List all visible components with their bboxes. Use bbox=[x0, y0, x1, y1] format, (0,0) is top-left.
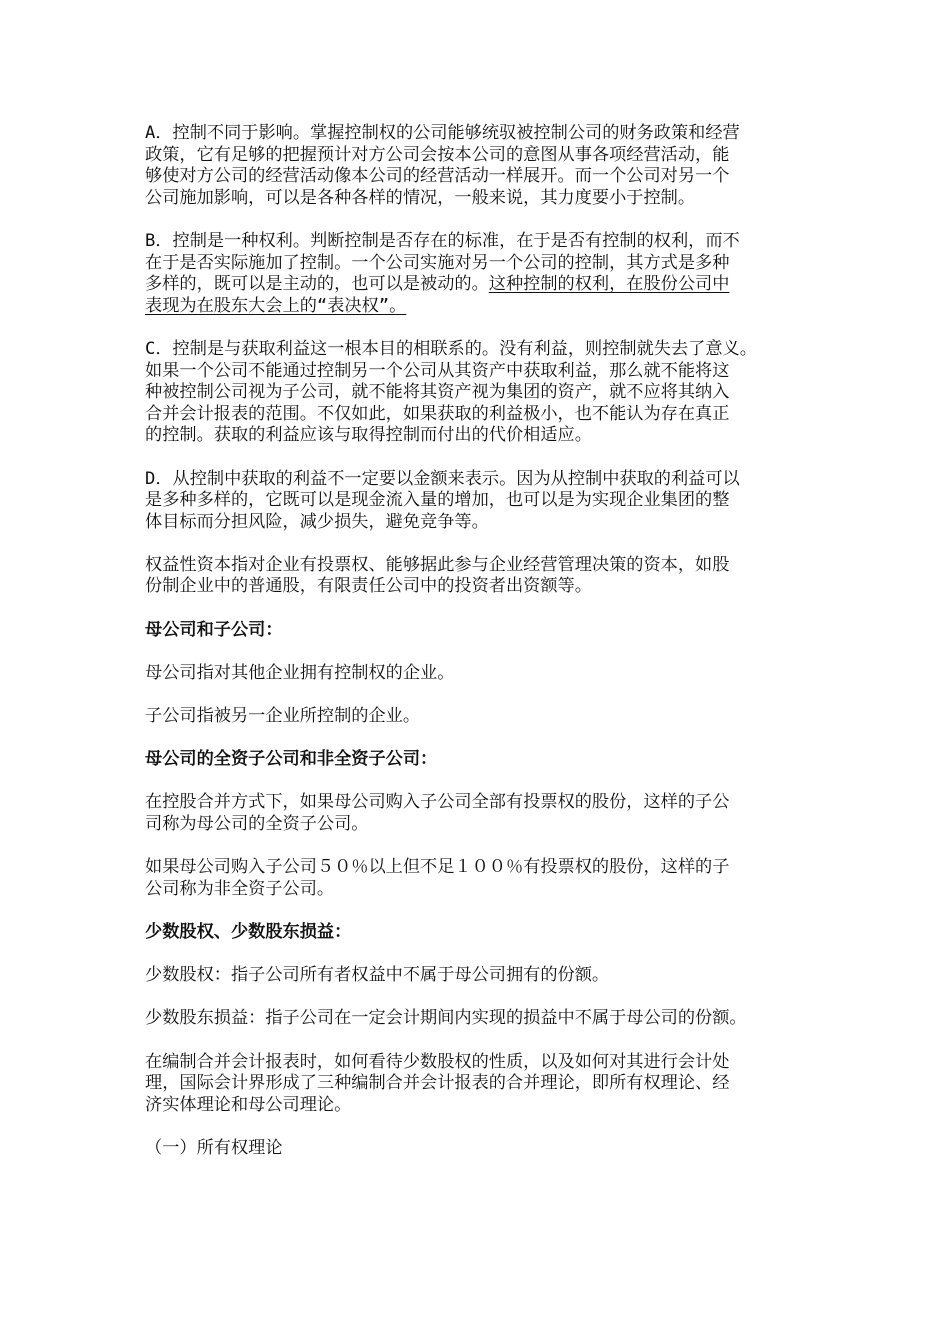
section-heading bbox=[145, 922, 825, 944]
text-line: 的控制。获取的利益应该与取得控制而付出的代价相适应。 bbox=[145, 425, 592, 446]
text-line: 母公司指对其他企业拥有控制权的企业。 bbox=[145, 662, 455, 683]
text-line: 少数股权：指子公司所有者权益中不属于母公司拥有的份额。 bbox=[145, 965, 610, 986]
text-line: B．控制是一种权利。判断控制是否存在的标准，在于是否有控制的权利，而不 bbox=[145, 230, 740, 251]
text-line: 司称为母公司的全资子公司。 bbox=[145, 814, 369, 834]
text-line: 合并会计报表的范围。不仅如此，如果获取的利益极小，也不能认为存在真正 bbox=[145, 403, 730, 424]
text-line: 理，国际会计界形成了三种编制合并会计报表的合并理论，即所有权理论、经 bbox=[145, 1073, 730, 1094]
heading-text: 母公司的全资子公司和非全资子公司： bbox=[145, 749, 438, 770]
text-line: 够使对方公司的经营活动像本公司的经营活动一样展开。而一个公司对另一个 bbox=[145, 166, 730, 187]
text-line: 权益性资本指对企业有投票权、能够据此参与企业经营管理决策的资本，如股 bbox=[145, 554, 730, 575]
text-line-mixed bbox=[145, 274, 825, 296]
underlined-text: 这种控制的权利，在股份公司中 bbox=[488, 274, 730, 295]
text-line: 体目标而分担风险，减少损失，避免竞争等。 bbox=[145, 511, 489, 532]
paragraph-benefit-not-monetary bbox=[145, 469, 825, 534]
text-line: 在控股合并方式下，如果母公司购入子公司全部有投票权的股份，这样的子公 bbox=[145, 792, 730, 813]
text-line: 济实体理论和母公司理论。 bbox=[145, 1094, 352, 1115]
text-line: 政策，它有足够的把握预计对方公司会按本公司的意图从事各项经营活动，能 bbox=[145, 144, 730, 165]
text-line: A．控制不同于影响。掌握控制权的公司能够统驭被控制公司的财务政策和经营 bbox=[145, 123, 740, 143]
paragraph-minority-interest bbox=[145, 965, 825, 987]
paragraph-control-is-right bbox=[145, 231, 825, 317]
paragraph-control-vs-influence bbox=[145, 123, 825, 209]
paragraph-parent-definition bbox=[145, 663, 825, 685]
text-segment: 多样的，既可以是主动的，也可以是被动的。 bbox=[145, 274, 489, 295]
paragraph-wholly-owned bbox=[145, 792, 825, 835]
text-line: 公司称为非全资子公司。 bbox=[145, 878, 335, 899]
text-line: 是多种多样的，它既可以是现金流入量的增加，也可以是为实现企业集团的整 bbox=[145, 490, 730, 511]
paragraph-non-wholly-owned bbox=[145, 857, 825, 900]
text-line: 子公司指被另一企业所控制的企业。 bbox=[145, 706, 421, 727]
text-line: 种被控制公司视为子公司，就不能将其资产视为集团的资产，就不应将其纳入 bbox=[145, 382, 730, 403]
text-line: 公司施加影响，可以是各种各样的情况，一般来说，其力度要小于控制。 bbox=[145, 187, 696, 208]
text-line: 少数股东损益：指子公司在一定会计期间内实现的损益中不属于母公司的份额。 bbox=[145, 1008, 747, 1029]
text-line: （一）所有权理论 bbox=[145, 1137, 283, 1158]
paragraph-subsidiary-definition bbox=[145, 706, 825, 728]
paragraph-minority-profit bbox=[145, 1008, 825, 1030]
text-line: 如果一个公司不能通过控制另一个公司从其资产中获取利益，那么就不能将这 bbox=[145, 360, 730, 381]
text-line: 份制企业中的普通股，有限责任公司中的投资者出资额等。 bbox=[145, 576, 592, 597]
paragraph-equity-capital bbox=[145, 555, 825, 598]
underlined-text: 表现为在股东大会上的“表决权”。 bbox=[145, 295, 407, 316]
heading-text: 少数股权、少数股东损益： bbox=[145, 921, 352, 942]
text-line: 在于是否实际施加了控制。一个公司实施对另一个公司的控制，其方式是多种 bbox=[145, 252, 730, 273]
document-body bbox=[145, 123, 825, 1181]
paragraph-consolidation-theories bbox=[145, 1052, 825, 1117]
subsection-title bbox=[145, 1138, 825, 1160]
text-line: D．从控制中获取的利益不一定要以金额来表示。因为从控制中获取的利益可以 bbox=[145, 468, 740, 489]
section-heading bbox=[145, 749, 825, 771]
paragraph-control-and-benefit bbox=[145, 339, 825, 447]
text-line: 如果母公司购入子公司５０％以上但不足１００％有投票权的股份，这样的子 bbox=[145, 857, 730, 878]
heading-text: 母公司和子公司： bbox=[145, 619, 283, 640]
text-line: 在编制合并会计报表时，如何看待少数股权的性质，以及如何对其进行会计处 bbox=[145, 1051, 730, 1072]
section-heading bbox=[145, 620, 825, 642]
text-line: C．控制是与获取利益这一根本目的相联系的。没有利益，则控制就失去了意义。 bbox=[145, 338, 757, 359]
